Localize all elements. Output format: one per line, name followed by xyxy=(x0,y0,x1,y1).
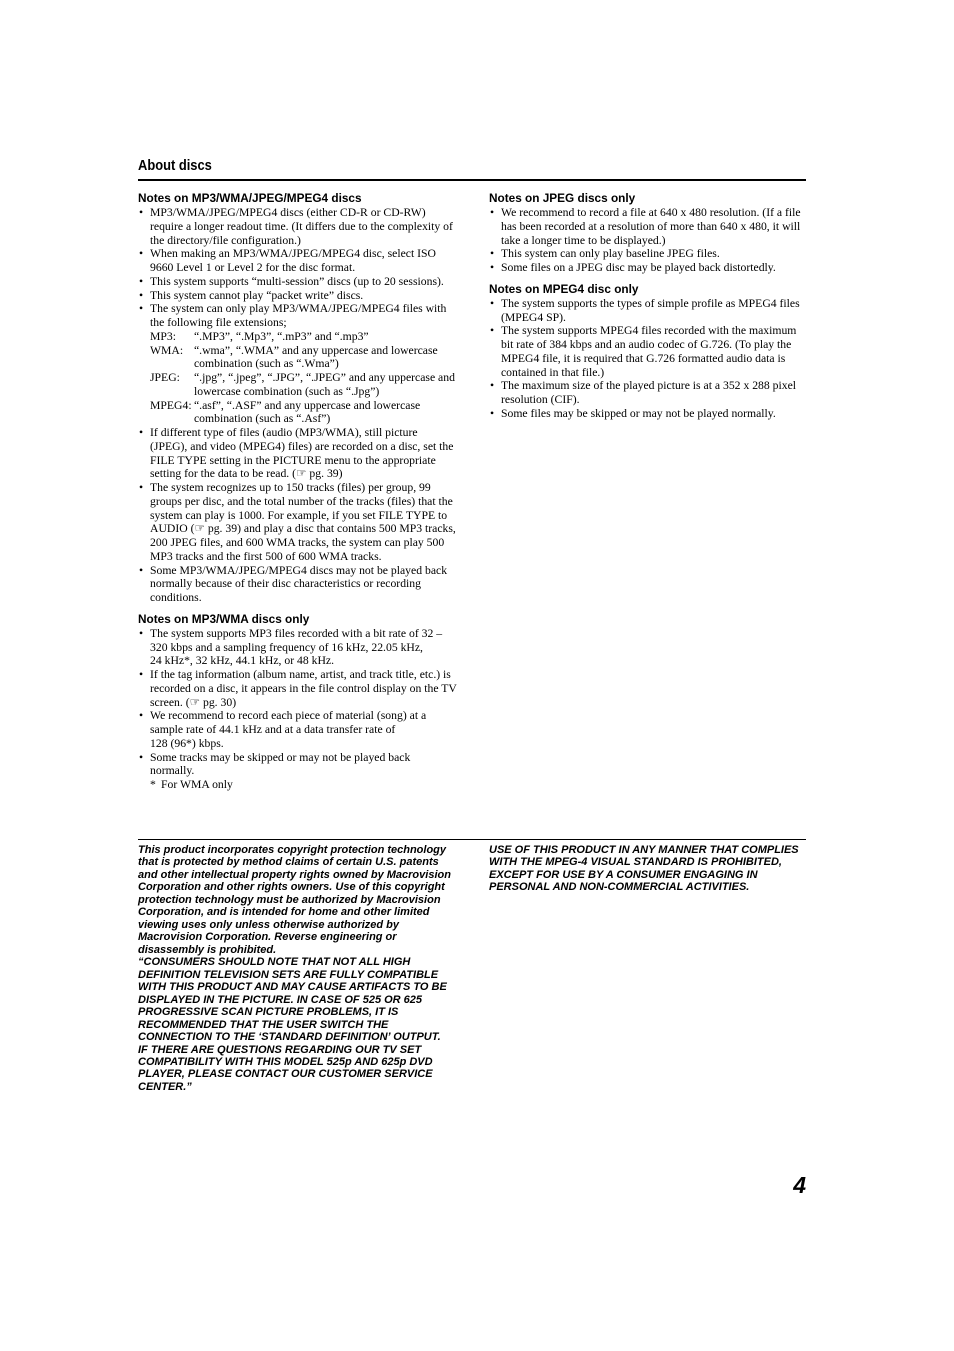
text-line: resolution (CIF). xyxy=(501,393,580,406)
text-line: Some files on a JPEG disc may be played back distortedly. xyxy=(501,261,776,274)
text-line: (MPEG4 SP). xyxy=(501,310,566,324)
text-line: This system supports “multi-session” discs (up to 20 sessions). xyxy=(150,274,444,288)
bullet-mark: • xyxy=(490,406,495,420)
text-line: groups per disc, and the total number of the tracks (files) that the xyxy=(150,494,453,508)
notice-line: CENTER.” xyxy=(138,1080,192,1093)
text-line: We recommend to record a file at 640 x 480 resolution. (If a file xyxy=(501,206,801,219)
text-line: “.asf”, “.ASF” and any uppercase and lowercase xyxy=(194,398,421,412)
text-line: 128 (96*) kbps. xyxy=(150,736,224,750)
text-line: “.MP3”, “.Mp3”, “.mP3” and “.mp3” xyxy=(194,329,369,343)
section-heading: Notes on MPEG4 disc only xyxy=(489,281,639,296)
text-line: Some MP3/WMA/JPEG/MPEG4 discs may not be played back xyxy=(150,563,448,577)
page-title: About discs xyxy=(138,157,212,174)
bullet-item xyxy=(489,324,806,379)
file-extension-values xyxy=(194,399,420,427)
text-line: normally because of their disc characteristics or recording xyxy=(150,577,421,591)
bullet-mark: • xyxy=(490,206,495,219)
notice-line: WITH THIS PRODUCT AND MAY CAUSE ARTIFACTS TO BE xyxy=(138,981,447,994)
bullet-mark: • xyxy=(490,296,495,310)
bullet-item xyxy=(489,206,806,247)
bullet-item xyxy=(138,481,455,564)
text-line: MP3 tracks and the first 500 of 600 WMA tracks. xyxy=(150,549,382,563)
text-line: The system supports MP3 files recorded with a bit rate of 32 – xyxy=(150,626,443,640)
bullet-item xyxy=(138,751,455,779)
notice-line: DEFINITION TELEVISION SETS ARE FULLY COMPATIBLE xyxy=(138,968,439,981)
notice-paragraph xyxy=(489,844,809,894)
notice-line: RECOMMENDED THAT THE USER SWITCH THE xyxy=(138,1018,389,1031)
text-line: This system can only play baseline JPEG files. xyxy=(501,247,720,261)
text-line: recorded on a disc, it appears in the file control display on the TV xyxy=(150,681,457,695)
footnote-mark: * xyxy=(150,778,156,791)
notice-line: WITH THE MPEG-4 VISUAL STANDARD IS PROHIBITED, xyxy=(489,856,782,869)
section-heading: Notes on MP3/WMA discs only xyxy=(138,611,310,626)
text-line: MP3/WMA/JPEG/MPEG4 discs (either CD-R or CD-RW) xyxy=(150,206,426,219)
text-line: 200 JPEG files, and 600 WMA tracks, the system can play 500 xyxy=(150,536,445,549)
bullet-mark: • xyxy=(490,261,495,274)
bullet-mark: • xyxy=(490,324,495,338)
notice-line: PROGRESSIVE SCAN PICTURE PROBLEMS, IT IS xyxy=(138,1006,399,1019)
notes-section xyxy=(138,191,455,605)
text-line: lowercase combination (such as “.Jpg”) xyxy=(194,384,380,398)
file-type-label: MPEG4: xyxy=(150,398,192,412)
notice-line: disassembly is prohibited. xyxy=(138,943,277,956)
bullet-mark: • xyxy=(139,750,144,764)
bullet-item xyxy=(138,564,455,605)
notice-divider xyxy=(138,839,806,840)
text-line: 320 kbps and a sampling frequency of 16 kHz, 22.05 kHz, xyxy=(150,640,423,654)
text-line: MPEG4 file, it is required that G.726 formatted audio data is xyxy=(501,351,786,365)
text-line: sample rate of 44.1 kHz and at a data transfer rate of xyxy=(150,723,396,736)
text-line: 9660 Level 1 or Level 2 for the disc format. xyxy=(150,261,356,274)
bullet-item xyxy=(489,297,806,325)
section-heading: Notes on MP3/WMA/JPEG/MPEG4 discs xyxy=(138,191,362,205)
file-extension-row xyxy=(138,330,455,344)
bullet-item xyxy=(489,261,806,275)
text-line: normally. xyxy=(150,764,195,778)
bullet-item xyxy=(489,407,806,421)
notice-line: Macrovision Corporation. Reverse engineering or xyxy=(138,931,397,944)
bullet-mark: • xyxy=(139,274,144,288)
text-line: For WMA only xyxy=(161,778,233,791)
bullet-mark: • xyxy=(139,481,144,494)
notice-line: CONNECTION TO THE ‘STANDARD DEFINITION’ OUTPUT. xyxy=(138,1031,441,1044)
footnote xyxy=(138,778,455,792)
notes-section xyxy=(138,612,455,792)
text-line: Some tracks may be skipped or may not be played back xyxy=(150,750,411,764)
bullet-item xyxy=(489,247,806,261)
section-heading: Notes on JPEG discs only xyxy=(489,191,636,205)
file-extension-values xyxy=(194,344,438,372)
text-line: “.wma”, “.WMA” and any uppercase and lowercase xyxy=(194,343,438,357)
notice-line: PERSONAL AND NON-COMMERCIAL ACTIVITIES. xyxy=(489,881,750,894)
right-column xyxy=(489,191,806,421)
bullet-mark: • xyxy=(490,247,495,261)
bullet-mark: • xyxy=(139,302,144,316)
text-line: the directory/file configuration.) xyxy=(150,233,301,247)
text-line: The system recognizes up to 150 tracks (files) per group, 99 xyxy=(150,481,431,494)
file-extension-row xyxy=(138,399,455,427)
legal-notice-right xyxy=(489,844,809,894)
text-line: Some files may be skipped or may not be played normally. xyxy=(501,406,776,420)
bullet-mark: • xyxy=(490,379,495,393)
bullet-mark: • xyxy=(139,288,144,302)
bullet-item xyxy=(138,289,455,303)
text-line: bit rate of 384 kbps and an audio codec of G.726. (To play the xyxy=(501,338,792,351)
bullet-item xyxy=(138,247,455,275)
text-line: The maximum size of the played picture is at a 352 x 288 pixel xyxy=(501,379,797,393)
bullet-item xyxy=(489,379,806,407)
text-line: The system can only play MP3/WMA/JPEG/MPEG4 files with xyxy=(150,302,447,316)
bullet-mark: • xyxy=(139,247,144,261)
bullet-item xyxy=(138,709,455,750)
text-line: 24 kHz*, 32 kHz, 44.1 kHz, or 48 kHz. xyxy=(150,654,335,668)
file-extension-row xyxy=(138,344,455,372)
notice-line: that is protected by method claims of certain U.S. patents xyxy=(138,856,439,869)
bullet-item xyxy=(138,668,455,709)
bullet-item xyxy=(138,302,455,330)
text-line: screen. (☞ pg. 30) xyxy=(150,695,237,709)
file-extension-row xyxy=(138,371,455,399)
text-line: This system cannot play “packet write” discs. xyxy=(150,288,364,302)
file-type-label: WMA: xyxy=(150,343,184,357)
text-line: has been recorded at a resolution of more than 640 x 480, it will xyxy=(501,219,801,233)
bullet-mark: • xyxy=(139,668,144,681)
notice-line: DISPLAYED IN THE PICTURE. IN CASE OF 525 OR 625 xyxy=(138,993,423,1006)
text-line: If different type of files (audio (MP3/WMA), still picture xyxy=(150,426,418,439)
text-line: When making an MP3/WMA/JPEG/MPEG4 disc, select ISO xyxy=(150,247,436,261)
left-column xyxy=(138,191,455,792)
bullet-item xyxy=(138,426,455,481)
notice-paragraph xyxy=(138,956,458,1093)
notice-line: EXCEPT FOR USE BY A CONSUMER ENGAGING IN xyxy=(489,868,758,881)
bullet-mark: • xyxy=(139,563,144,577)
file-type-label: MP3: xyxy=(150,329,176,343)
file-type-label: JPEG: xyxy=(150,371,180,384)
text-line: FILE TYPE setting in the PICTURE menu to the appropriate xyxy=(150,453,436,467)
page-number: 4 xyxy=(793,1172,806,1198)
bullet-item xyxy=(138,627,455,668)
text-line: system can play is 1000. For example, if you set FILE TYPE to xyxy=(150,508,448,522)
text-line: the following file extensions; xyxy=(150,316,287,329)
text-line: contained in that file.) xyxy=(501,365,605,379)
text-line: (JPEG), and video (MPEG4) files) are recorded on a disc, set the xyxy=(150,439,454,453)
bullet-item xyxy=(138,275,455,289)
text-line: setting for the data to be read. (☞ pg. 39) xyxy=(150,467,343,481)
notice-line: PLAYER, PLEASE CONTACT OUR CUSTOMER SERVICE xyxy=(138,1068,433,1081)
text-line: If the tag information (album name, artist, and track title, etc.) is xyxy=(150,668,451,681)
text-line: AUDIO (☞ pg. 39) and play a disc that contains 500 MP3 tracks, xyxy=(150,522,456,536)
notice-line: “CONSUMERS SHOULD NOTE THAT NOT ALL HIGH xyxy=(138,956,411,969)
text-line: take a longer time to be displayed.) xyxy=(501,233,666,247)
notice-line: This product incorporates copyright protection technology xyxy=(138,844,447,856)
notice-line: IF THERE ARE QUESTIONS REGARDING OUR TV SET xyxy=(138,1043,422,1056)
text-line: The system supports the types of simple profile as MPEG4 files xyxy=(501,296,800,310)
notes-section xyxy=(489,191,806,275)
text-line: We recommend to record each piece of material (song) at a xyxy=(150,709,427,723)
notice-paragraph xyxy=(138,844,458,956)
notice-line: viewing uses only unless otherwise authorized by xyxy=(138,918,400,931)
text-line: The system supports MPEG4 files recorded with the maximum xyxy=(501,324,797,338)
text-line: combination (such as “.Asf”) xyxy=(194,412,331,426)
text-line: “.jpg”, “.jpeg”, “.JPG”, “.JPEG” and any uppercase and xyxy=(194,371,455,384)
notice-line: Corporation and other rights owners. Use of this copyright xyxy=(138,881,445,894)
bullet-mark: • xyxy=(139,206,144,219)
notice-line: USE OF THIS PRODUCT IN ANY MANNER THAT COMPLIES xyxy=(489,844,799,856)
title-rule xyxy=(138,179,806,181)
bullet-item xyxy=(138,206,455,247)
legal-notice-left xyxy=(138,844,458,1093)
text-line: conditions. xyxy=(150,591,202,604)
notice-line: COMPATIBILITY WITH THIS MODEL 525p AND 625p DVD xyxy=(138,1055,433,1068)
file-extension-values xyxy=(194,330,369,344)
bullet-mark: • xyxy=(139,709,144,723)
notice-line: protection technology must be authorized by Macrovision xyxy=(138,893,441,906)
footnote-text xyxy=(161,778,233,792)
notice-line: Corporation, and is intended for home and other limited xyxy=(138,906,430,919)
text-line: combination (such as “.Wma”) xyxy=(194,357,339,371)
text-line: require a longer readout time. (It differs due to the complexity of xyxy=(150,219,453,233)
file-extension-values xyxy=(194,371,455,399)
notice-line: and other intellectual property rights owned by Macrovision xyxy=(138,868,451,881)
bullet-mark: • xyxy=(139,626,144,640)
bullet-mark: • xyxy=(139,426,144,439)
notes-section xyxy=(489,282,806,421)
